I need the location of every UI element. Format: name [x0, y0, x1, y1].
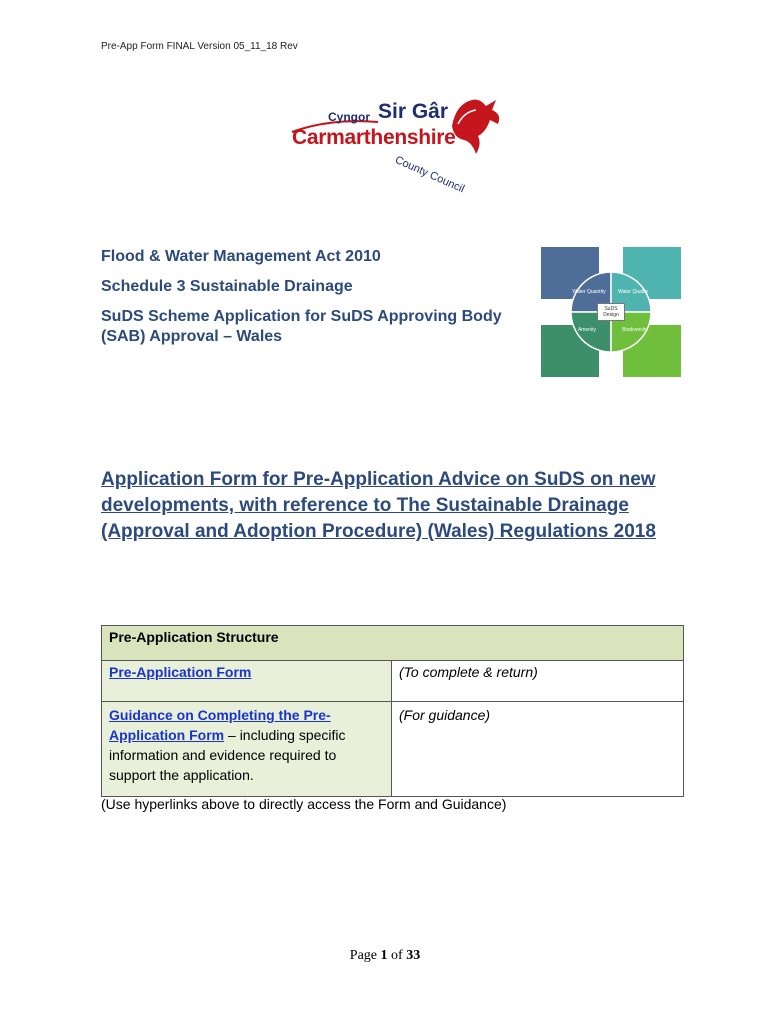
row-note: (For guidance)	[392, 702, 684, 797]
hyperlink-note: (Use hyperlinks above to directly access the Form and Guidance)	[101, 796, 507, 812]
logo-county-council: County Council	[393, 154, 467, 196]
pre-application-form-link[interactable]: Pre-Application Form	[109, 664, 252, 680]
logo-carmarthenshire: Carmarthenshire	[292, 126, 456, 149]
suds-diagram	[541, 247, 681, 377]
logo-sir-gar: Sir Gâr	[378, 100, 449, 123]
row-note: (To complete & return)	[392, 661, 684, 702]
document-header: Pre-App Form FINAL Version 05_11_18 Rev	[101, 41, 298, 52]
act-title: Flood & Water Management Act 2010	[101, 248, 381, 265]
council-logo	[286, 96, 506, 196]
suds-center-label: SuDS Design	[597, 303, 625, 321]
guidance-link[interactable]: Guidance on Completing the Pre-Application Form	[109, 707, 331, 743]
suds-label-quantity: Water Quantity	[572, 289, 606, 295]
table-row	[102, 702, 684, 797]
suds-label-biodiversity: Biodiversity	[622, 327, 648, 333]
logo-cyngor: Cyngor	[328, 110, 370, 124]
footer-of: of	[387, 948, 407, 963]
structure-table	[101, 625, 684, 797]
footer-prefix: Page	[349, 948, 381, 963]
schedule-title: Schedule 3 Sustainable Drainage	[101, 278, 353, 295]
page-number: 1	[380, 948, 388, 963]
main-title: Application Form for Pre-Application Advice on SuDS on new developments, with reference to The Sustainable Drainage (Approval and Adoption Procedure) (Wales) Regulations 2018	[101, 469, 656, 542]
page-total: 33	[406, 948, 421, 963]
page-footer	[0, 948, 770, 964]
guidance-description: – including specific information and evidence required to support the application.	[109, 727, 346, 783]
table-row	[102, 661, 684, 702]
suds-label-quality: Water Quality	[617, 289, 649, 295]
suds-label-amenity: Amenity	[577, 327, 597, 333]
scheme-title: SuDS Scheme Application for SuDS Approving Body (SAB) Approval – Wales	[101, 308, 502, 345]
table-heading: Pre-Application Structure	[102, 626, 684, 661]
